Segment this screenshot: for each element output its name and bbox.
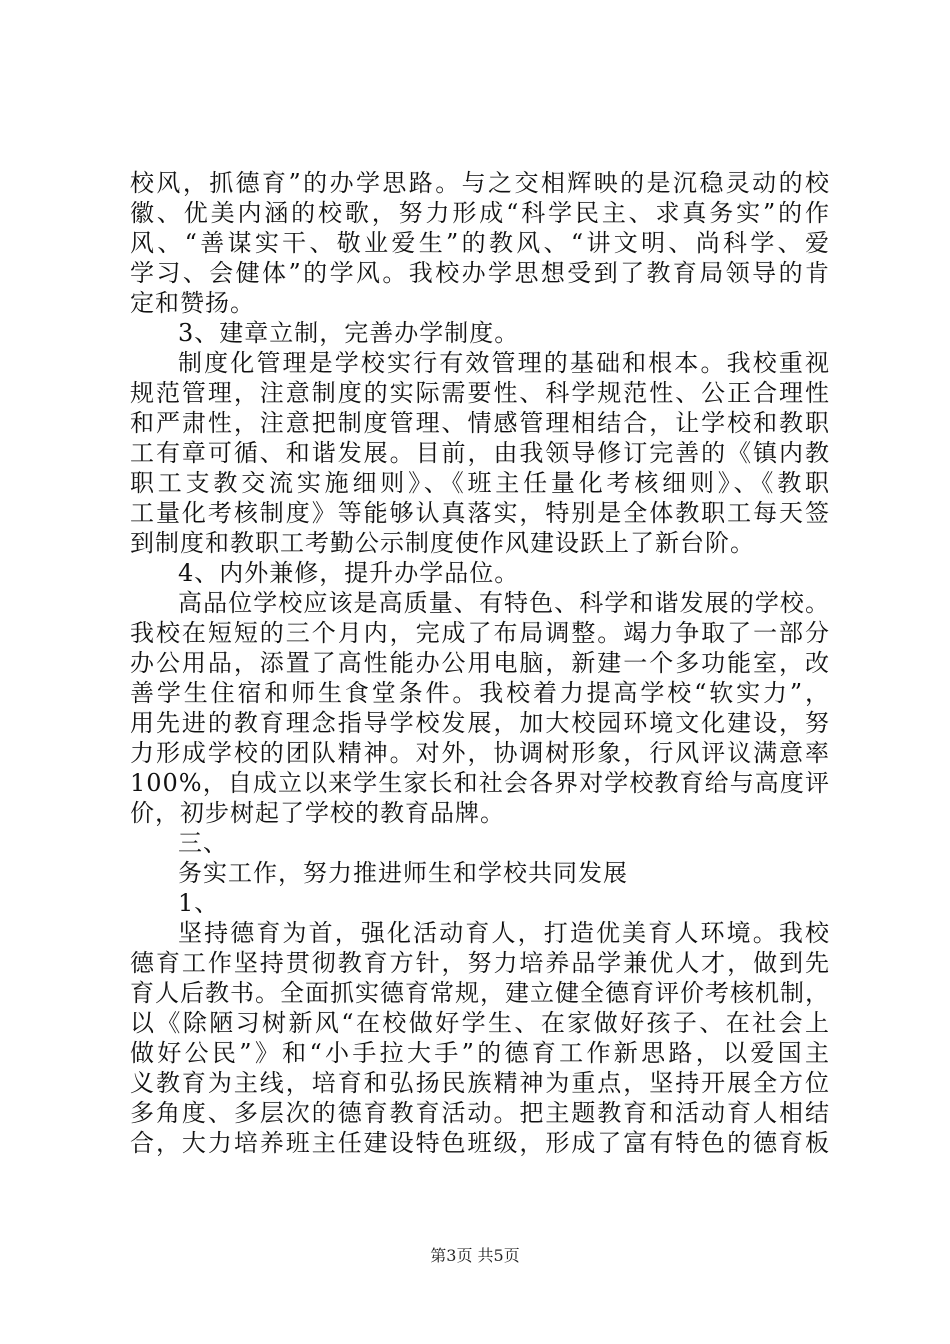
text-line: 我校在短短的三个月内，完成了布局调整。竭力争取了一部分: [130, 619, 830, 647]
section-heading: 3、建章立制，完善办学制度。: [178, 319, 520, 347]
text-line: 工量化考核制度》等能够认真落实，特别是全体教职工每天签: [130, 499, 830, 527]
text-line: 德育工作坚持贯彻教育方针，努力培养品学兼优人才，做到先: [130, 949, 830, 977]
text-line: 力形成学校的团队精神。对外，协调树形象，行风评议满意率: [130, 739, 830, 767]
text-line: 规范管理，注意制度的实际需要性、科学规范性、公正合理性: [130, 379, 830, 407]
text-line: 价，初步树起了学校的教育品牌。: [130, 799, 505, 827]
text-line: 风、“善谋实干、敬业爱生”的教风、“讲文明、尚科学、爱: [130, 229, 830, 257]
body-text: [130, 168, 830, 1158]
text-line: 徽、优美内涵的校歌，努力形成“科学民主、求真务实”的作: [130, 199, 830, 227]
text-line: 100%，自成立以来学生家长和社会各界对学校教育给与高度评: [130, 769, 830, 797]
page-number: 第3页 共5页: [430, 1246, 520, 1265]
text-line: 用先进的教育理念指导学校发展，加大校园环境文化建设，努: [130, 709, 830, 737]
text-line: 制度化管理是学校实行有效管理的基础和根本。我校重视: [178, 349, 830, 377]
text-line: 以《除陋习树新风“在校做好学生、在家做好孩子、在社会上: [130, 1009, 830, 1037]
section-heading: 4、内外兼修，提升办学品位。: [178, 559, 520, 587]
text-line: 坚持德育为首，强化活动育人，打造优美育人环境。我校: [178, 919, 830, 947]
text-line: 义教育为主线，培育和弘扬民族精神为重点，坚持开展全方位: [130, 1069, 830, 1097]
text-line: 善学生住宿和师生食堂条件。我校着力提高学校“软实力”，: [130, 679, 830, 707]
text-line: 和严肃性，注意把制度管理、情感管理相结合，让学校和教职: [130, 409, 830, 437]
section-number: 三、: [178, 829, 228, 857]
text-line: 合，大力培养班主任建设特色班级，形成了富有特色的德育板: [130, 1129, 830, 1157]
text-line: 职工支教交流实施细则》、《班主任量化考核细则》、《教职: [130, 469, 830, 497]
text-line: 办公用品，添置了高性能办公用电脑，新建一个多功能室，改: [130, 649, 830, 677]
text-line: 做好公民”》和“小手拉大手”的德育工作新思路，以爱国主: [130, 1039, 830, 1067]
text-line: 工有章可循、和谐发展。目前，由我领导修订完善的《镇内教: [130, 439, 830, 467]
text-line: 高品位学校应该是高质量、有特色、科学和谐发展的学校。: [178, 589, 830, 617]
text-line: 育人后教书。全面抓实德育常规，建立健全德育评价考核机制，: [130, 979, 830, 1007]
text-line: 到制度和教职工考勤公示制度使作风建设跃上了新台阶。: [130, 529, 755, 557]
text-line: 学习、会健体”的学风。我校办学思想受到了教育局领导的肯: [130, 259, 830, 287]
section-number: 1、: [178, 889, 220, 917]
text-line: 多角度、多层次的德育教育活动。把主题教育和活动育人相结: [130, 1099, 830, 1127]
text-line: 定和赞扬。: [130, 289, 255, 317]
section-heading: 务实工作，努力推进师生和学校共同发展: [178, 859, 628, 887]
text-line: 校风，抓德育”的办学思路。与之交相辉映的是沉稳灵动的校: [130, 169, 830, 197]
